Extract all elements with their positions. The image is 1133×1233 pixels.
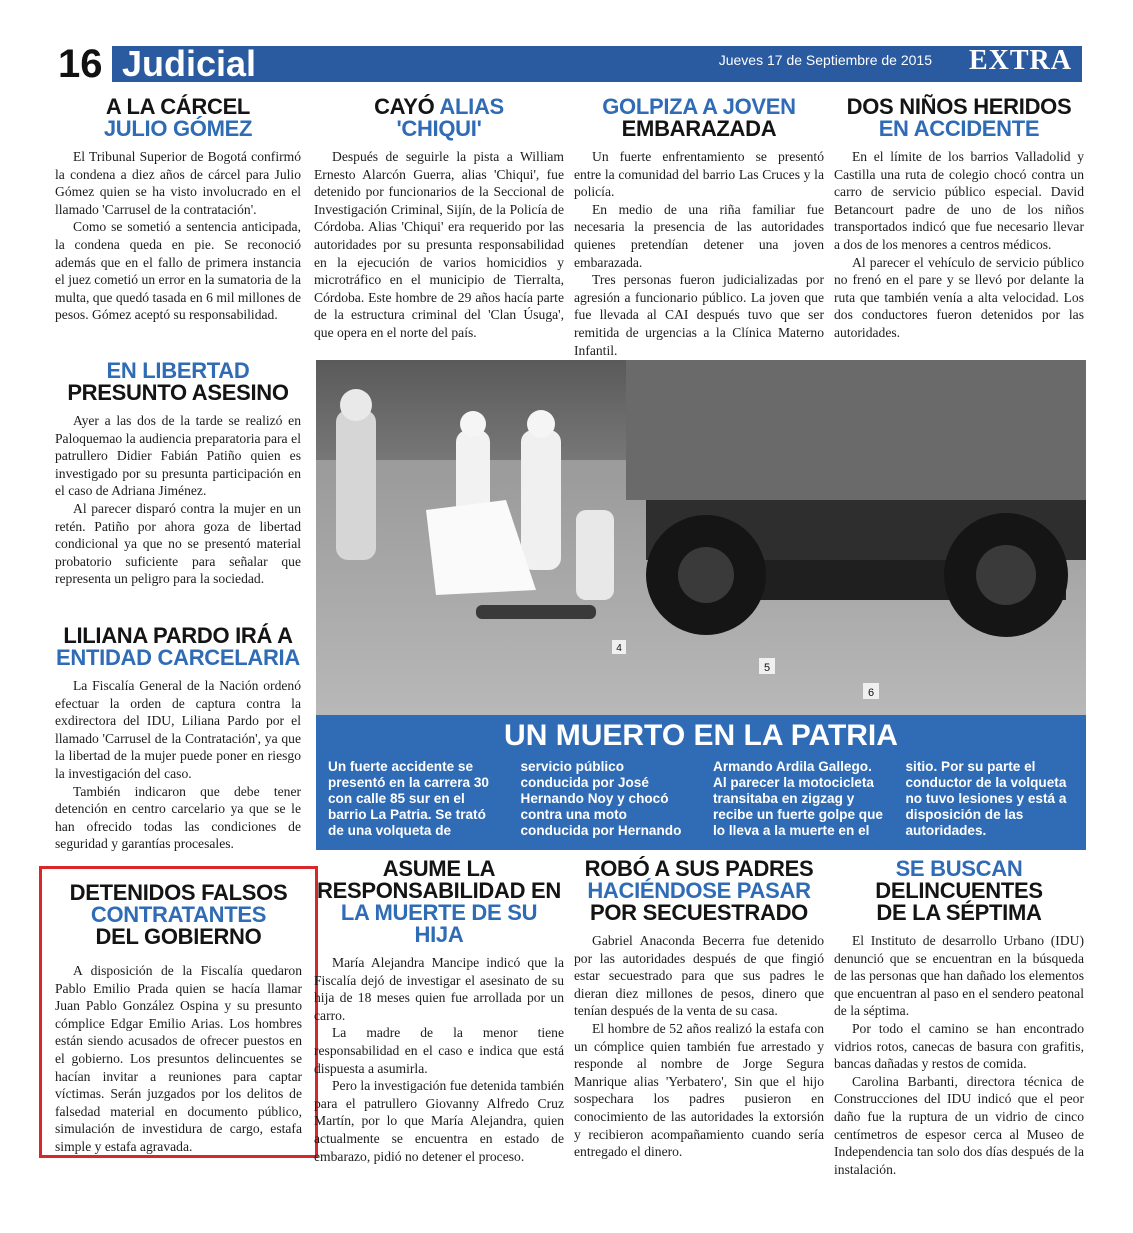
article-chiqui [314, 96, 564, 342]
article-liliana-pardo [55, 625, 301, 853]
newspaper-logo: EXTRA [968, 45, 1072, 76]
paragraph: Pero la investigación fue detenida también para el patrullero Giovanny Alfredo Cruz Martín, por lo que María Alejandra, quien actualmente se encuentra en estado de embarazo, pidió no detener el proceso. [314, 1078, 564, 1164]
paragraph: La madre de la menor tiene responsabilidad en el caso e indica que está dispuesta a asumirla. [314, 1025, 564, 1076]
article-ninos [834, 96, 1084, 342]
paragraph: Al parecer disparó contra la mujer en un retén. Patiño por ahora goza de libertad condicional ya que no se presentó material probatorio suficiente para señalar que representa un peligro para la sociedad. [55, 500, 301, 587]
forensic-officer-figure [521, 430, 561, 570]
paragraph: El Instituto de desarrollo Urbano (IDU) denunció que se encuentran en la búsqueda de las personas que han dañado los elementos que encuentran al paso en el sendero peatonal de la séptima. [834, 933, 1084, 1019]
headline-line: LILIANA PARDO IRÁ A [63, 623, 293, 648]
marker-label: 4 [616, 643, 622, 654]
headline [834, 96, 1084, 140]
paragraph: Gabriel Anaconda Becerra fue detenido por las autoridades después de que fingió estar secuestrado para que sus padres le dieran diez millones de pesos, dinero que tenían después de la venta de su casa. [574, 933, 824, 1019]
issue-date: Jueves 17 de Septiembre de 2015 [718, 52, 932, 68]
paragraph: Un fuerte enfrentamiento se presentó entre la comunidad del barrio Las Cruces y la policía. [574, 149, 824, 200]
headline-line: PRESUNTO ASESINO [67, 380, 289, 405]
headline-line: GOLPIZA A JOVEN [602, 94, 796, 119]
article-body [574, 932, 824, 1161]
headline-line: JULIO GÓMEZ [103, 116, 253, 141]
section-bar [112, 43, 1082, 84]
paragraph: Como se sometió a sentencia anticipada, la condena queda en pie. Se reconoció además que en el fallo de primera instancia el juez cometió un error en la sumatoria de la multa, que quedó tasada en 6 mil millones de pesos. Gómez aceptó su responsabilidad. [55, 219, 301, 323]
paragraph: Ayer a las dos de la tarde se realizó en Paloquemao la audiencia preparatoria para el patrullero Didier Fabián Patiño quien es investigado por su presunta participación en el caso de Adriana Jiménez. [55, 413, 301, 499]
headline-line: ASUME LA [382, 856, 496, 881]
article-body [55, 962, 302, 1156]
paragraph: También indicaron que debe tener detención en centro carcelario ya que se le han ofrecido todas las condiciones de seguridad y garantías procesales. [55, 783, 301, 852]
evidence-marker-5 [759, 658, 775, 674]
paragraph: El Tribunal Superior de Bogotá confirmó la condena a diez años de cárcel para Julio Gómez quien se ha visto involucrado en el llamado 'Carrusel de la contratación'. [55, 149, 301, 217]
article-julio-gomez [55, 96, 301, 324]
paragraph: En medio de una riña familiar fue necesaria la presencia de las autoridades quienes pretendían detener una joven embarazada. [574, 201, 824, 270]
headline-line: SE BUSCAN [895, 856, 1023, 881]
headline-line: DEL GOBIERNO [95, 924, 262, 949]
paragraph: Tres personas fueron judicializadas por agresión a funcionario público. La joven que fue llevada al CAI después tuvo que ser remitida de urgencias a la Clínica Materno Infantil. [574, 272, 824, 358]
headline-word: ALIAS [439, 94, 504, 119]
headline-line: ENTIDAD CARCELARIA [56, 645, 300, 670]
headline-line: LA MUERTE DE SU HIJA [340, 900, 538, 947]
page-header [52, 42, 1082, 86]
headline-line: EN ACCIDENTE [878, 116, 1040, 141]
headline-word: CAYÓ [374, 94, 435, 119]
article-body [55, 677, 301, 853]
headline-line: DETENIDOS FALSOS [69, 880, 288, 905]
marker-label: 5 [763, 662, 771, 674]
headline-line: HACIÉNDOSE PASAR [587, 878, 811, 903]
article-body [834, 148, 1084, 342]
article-body [834, 932, 1084, 1178]
truck-canvas [626, 360, 1086, 500]
headline-line: CONTRATANTES [90, 902, 267, 927]
headline [834, 858, 1084, 924]
headline-line: A LA CÁRCEL [105, 94, 251, 119]
article-robo-padres [574, 858, 824, 1161]
section-title: Judicial [122, 43, 257, 84]
article-body [574, 148, 824, 359]
article-body [314, 148, 564, 342]
paragraph: Después de seguirle la pista a William Ernesto Alarcón Guerra, alias 'Chiqui', fue detenido por funcionarios de la Seccional de Investigación Criminal, Sijín, de la Policía de Córdoba. Alias 'Chiqui' era requerido por las autoridades por su presunta responsabilidad en la ejecución de varios homicidios y microtráfico en el municipio de Tierralta, Córdoba. Este hombre de 29 años hacía parte de la estructura criminal del 'Clan Úsuga', que opera en el norte del país. [314, 149, 564, 340]
photo-caption-title: UN MUERTO EN LA PATRIA [504, 719, 898, 752]
article-delincuentes-septima [834, 858, 1084, 1178]
article-detenidos-falsos [55, 882, 302, 1156]
evidence-marker-4 [612, 640, 626, 654]
paragraph: María Alejandra Mancipe indicó que la Fiscalía dejó de investigar el asesinato de su hija de 18 meses quien fue arrollada por un carro. [314, 955, 564, 1023]
article-body [314, 954, 564, 1165]
photo-caption-box [316, 715, 1086, 850]
paragraph: En el límite de los barrios Valladolid y Castilla una ruta de colegio chocó contra un carro de servicio público especial. David Betancourt padre de uno de los niños transportados indicó que fue necesario llevar a dos de los menores a centros médicos. [834, 149, 1084, 252]
headline [55, 96, 301, 140]
headline-line: 'CHIQUI' [396, 116, 482, 141]
headline [55, 625, 301, 669]
police-officer-figure [336, 410, 376, 560]
headline [574, 858, 824, 924]
headline [314, 96, 564, 140]
paragraph: A disposición de la Fiscalía quedaron Pablo Emilio Prada quien se hacía llamar Juan Pablo González Ospina y su presunto cómplice Edgar Emilio Arias. Los hombres están siendo acusados de ofrecer puestos en el gobierno. Los presuntos delincuentes se hacían invitar a reuniones para captar víctimas. Serán juzgados por los delitos de falsedad material en documento público, simulación de investidura de cargo, estafa simple y estafa agravada. [55, 963, 302, 1154]
forensic-officer-figure [576, 510, 614, 600]
headline [314, 858, 564, 946]
article-asume-responsabilidad [314, 858, 564, 1165]
article-body [55, 412, 301, 588]
headline-line: EMBARAZADA [621, 116, 777, 141]
paragraph: Carolina Barbanti, directora técnica de Construcciones del IDU indicó que el peor daño fue la ruptura de un vidrio de cinco centímetros de espesor cerca al Museo de Independencia tan solo dos días después de la instalación. [834, 1073, 1084, 1177]
evidence-marker-6 [863, 683, 879, 699]
headline [574, 96, 824, 140]
headline-line: RESPONSABILIDAD EN [317, 878, 561, 903]
article-en-libertad [55, 360, 301, 588]
headline [55, 360, 301, 404]
headline [55, 882, 302, 948]
victim-figure [476, 605, 596, 619]
headline-line: DOS NIÑOS HERIDOS [846, 94, 1072, 119]
photo-caption-text: Un fuerte accidente se presentó en la carrera 30 con calle 85 sur en el barrio La Patria. Se trató de una volqueta de servicio público conducida por José Hernando Noy y chocó contra una moto conducida por Hernando Armando Ardila Gallego. Al parecer la motocicleta transitaba en zigzag y recibe un fuerte golpe que lo lleva a la muerte en el sitio. Por su parte el conductor de la volqueta no tuvo lesiones y está a disposición de las autoridades. [328, 759, 1067, 838]
marker-label: 6 [867, 687, 875, 699]
paragraph: El hombre de 52 años realizó la estafa con un cómplice quien también fue arrestado y responde al nombre de Jorge Segura Manrique alias 'Yerbatero', Sin que el hijo sospechara los padres pusieron en conocimiento de las autoridades la extorsión y recibieron acompañamiento cuando sería entregado el dinero. [574, 1020, 824, 1160]
headline-line: DELINCUENTES [875, 878, 1043, 903]
headline-line: POR SECUESTRADO [590, 900, 808, 925]
accident-photo [316, 360, 1086, 715]
paragraph: Al parecer el vehículo de servicio público no frenó en el pare y se llevó por delante la ruta que también venía a alta velocidad. Los dos conductores fueron detenidos por las autoridades. [834, 254, 1084, 340]
article-body [55, 148, 301, 324]
page-number: 16 [58, 42, 103, 86]
headline-line: DE LA SÉPTIMA [876, 900, 1042, 925]
headline-line: EN LIBERTAD [106, 358, 250, 383]
headline-line: ROBÓ A SUS PADRES [584, 856, 814, 881]
paragraph: La Fiscalía General de la Nación ordenó efectuar la orden de captura contra la exdirectora del IDU, Liliana Pardo por el llamado 'Carrusel de la Contratación', ya que la libertad de la mujer puede poner en riesgo la investigación del caso. [55, 678, 301, 781]
article-golpiza [574, 96, 824, 359]
paragraph: Por todo el camino se han encontrado vidrios rotos, canecas de basura con grafitis, bancas dañadas y restos de comida. [834, 1020, 1084, 1072]
